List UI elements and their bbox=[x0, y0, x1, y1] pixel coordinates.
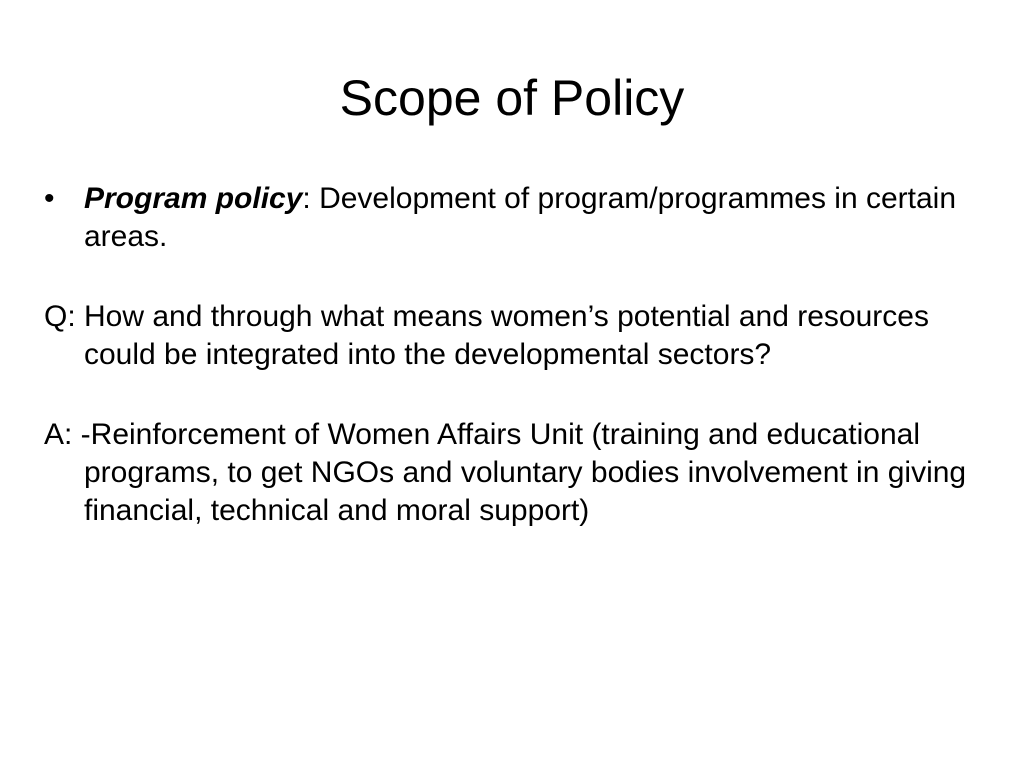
answer-paragraph: A: -Reinforcement of Women Affairs Unit (training and educational programs, to get NGOs and voluntary bodies involvement in giving financial, technical and moral support) bbox=[44, 418, 967, 527]
bullet-icon: • bbox=[44, 182, 55, 215]
slide-content bbox=[44, 180, 974, 572]
program-policy-text: : Development of program/programmes in certain areas. bbox=[84, 182, 957, 253]
question-paragraph: Q: How and through what means women’s potential and resources could be integrated into the developmental sectors? bbox=[44, 300, 929, 371]
bullet-point-program-policy bbox=[44, 180, 974, 256]
slide-title: Scope of Policy bbox=[339, 70, 685, 126]
program-policy-term: Program policy bbox=[84, 182, 303, 215]
